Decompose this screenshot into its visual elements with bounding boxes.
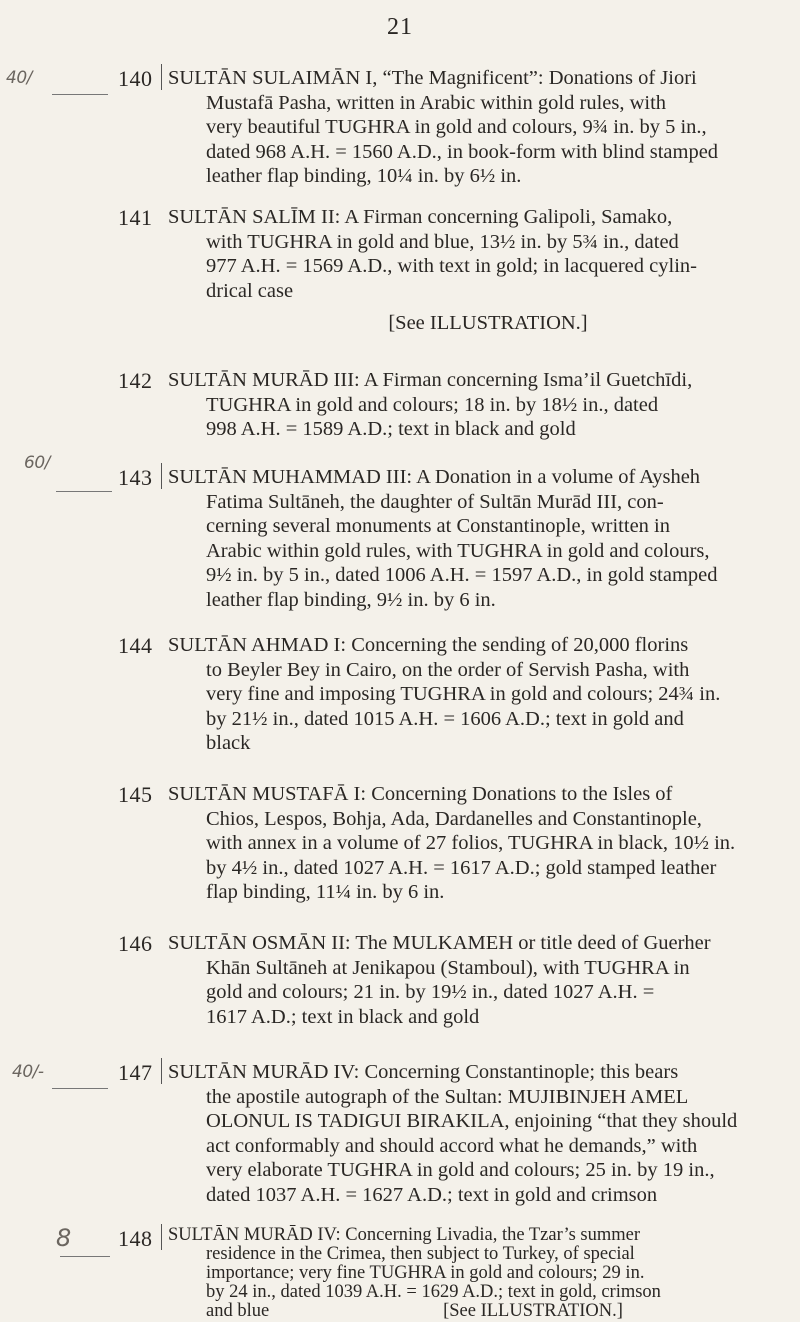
entry-text bbox=[168, 465, 778, 612]
margin-rule bbox=[161, 463, 162, 489]
margin-bracket bbox=[52, 1088, 108, 1089]
pencil-price-note: 8 bbox=[56, 1224, 71, 1252]
lot-number: 145 bbox=[118, 782, 153, 807]
margin-bracket bbox=[52, 94, 108, 95]
entry-text bbox=[168, 782, 778, 905]
entry-line: SULTĀN SALĪM II: A Firman concerning Galipoli, Samako, bbox=[168, 206, 673, 228]
lot-number: 144 bbox=[118, 633, 153, 658]
entry-line: importance; very fine TUGHRA in gold and colours; 29 in. bbox=[206, 1263, 645, 1283]
entry-line: dated 1037 A.H. = 1627 A.D.; text in gold and crimson bbox=[206, 1183, 658, 1206]
entry-line: and blue bbox=[206, 1301, 270, 1321]
entry-line: to Beyler Bey in Cairo, on the order of Servish Pasha, with bbox=[206, 658, 690, 681]
entry-line: SULTĀN AHMAD I: Concerning the sending of 20,000 florins bbox=[168, 634, 689, 656]
entry-line: black bbox=[206, 732, 251, 754]
lot-number: 148 bbox=[118, 1226, 153, 1251]
entry-line: 9½ in. by 5 in., dated 1006 A.H. = 1597 A.D., in gold stamped bbox=[206, 564, 718, 586]
entry-line: very fine and imposing TUGHRA in gold and colours; 24¾ in. bbox=[206, 683, 721, 705]
entry-text bbox=[168, 368, 778, 442]
entry-line: 998 A.H. = 1589 A.D.; text in black and gold bbox=[206, 418, 576, 440]
entry-line: very beautiful TUGHRA in gold and colours, 9¾ in. by 5 in., bbox=[206, 116, 707, 138]
entry-line: dated 968 A.H. = 1560 A.D., in book-form with blind stamped bbox=[206, 140, 719, 163]
entry-text bbox=[168, 931, 778, 1029]
entry-line: by 21½ in., dated 1015 A.H. = 1606 A.D.; text in gold and bbox=[206, 707, 684, 730]
entry-line: 1617 A.D.; text in black and gold bbox=[206, 1005, 480, 1028]
entry-line: SULTĀN OSMĀN II: The MULKAMEH or title deed of Guerher bbox=[168, 932, 711, 954]
entry-line: very elaborate TUGHRA in gold and colours; 25 in. by 19 in., bbox=[206, 1159, 715, 1181]
margin-rule bbox=[161, 1058, 162, 1084]
entry-line: Arabic within gold rules, with TUGHRA in gold and colours, bbox=[206, 539, 710, 562]
entry-line: SULTĀN MURĀD III: A Firman concerning Isma’il Guetchīdi, bbox=[168, 369, 693, 391]
margin-rule bbox=[161, 64, 162, 90]
entry-line: Fatima Sultāneh, the daughter of Sultān Murād III, con- bbox=[206, 490, 664, 513]
page-number: 21 bbox=[387, 14, 413, 40]
entry-line: leather flap binding, 10¼ in. by 6½ in. bbox=[206, 165, 522, 187]
entry-line: residence in the Crimea, then subject to Turkey, of special bbox=[206, 1244, 635, 1264]
lot-number: 141 bbox=[118, 205, 153, 230]
entry-line: SULTĀN MUSTAFĀ I: Concerning Donations to the Isles of bbox=[168, 783, 673, 805]
entry-line: act conformably and should accord what he demands,” with bbox=[206, 1134, 698, 1157]
entry-line: OLONUL IS TADIGUI BIRAKILA, enjoining “that they should bbox=[206, 1110, 738, 1132]
entry-line: with annex in a volume of 27 folios, TUGHRA in black, 10½ in. bbox=[206, 832, 736, 854]
margin-rule bbox=[161, 1224, 162, 1250]
lot-number: 146 bbox=[118, 931, 153, 956]
entry-text bbox=[168, 66, 778, 189]
entry-text bbox=[168, 1226, 778, 1321]
entry-line: leather flap binding, 9½ in. by 6 in. bbox=[206, 588, 496, 611]
entry-line: by 24 in., dated 1039 A.H. = 1629 A.D.; text in gold, crimson bbox=[206, 1282, 661, 1302]
entry-text bbox=[168, 633, 778, 756]
entry-line: Chios, Lespos, Bohja, Ada, Dardanelles and Constantinople, bbox=[206, 807, 702, 830]
illustration-reference: [See ILLUSTRATION.] bbox=[388, 312, 588, 334]
margin-bracket bbox=[60, 1256, 110, 1257]
lot-number: 143 bbox=[118, 465, 153, 490]
entry-line: cerning several monuments at Constantinople, written in bbox=[206, 515, 670, 537]
entry-line: flap binding, 11¼ in. by 6 in. bbox=[206, 881, 445, 903]
lot-number: 147 bbox=[118, 1060, 153, 1085]
entry-text bbox=[168, 205, 778, 336]
entry-line: gold and colours; 21 in. by 19½ in., dated 1027 A.H. = bbox=[206, 981, 655, 1003]
entry-line: drical case bbox=[206, 279, 294, 302]
lot-number: 140 bbox=[118, 66, 153, 91]
entry-line: the apostile autograph of the Sultan: MUJIBINJEH AMEL bbox=[206, 1085, 689, 1108]
margin-bracket bbox=[56, 491, 112, 492]
entry-text bbox=[168, 1060, 778, 1207]
entry-line: TUGHRA in gold and colours; 18 in. by 18½ in., dated bbox=[206, 393, 659, 416]
entry-line: 977 A.H. = 1569 A.D., with text in gold; in lacquered cylin- bbox=[206, 255, 697, 277]
entry-line: SULTĀN MUHAMMAD III: A Donation in a volume of Aysheh bbox=[168, 466, 701, 488]
lot-number: 142 bbox=[118, 368, 153, 393]
entry-line: Mustafā Pasha, written in Arabic within gold rules, with bbox=[206, 91, 667, 114]
entry-line: SULTĀN MURĀD IV: Concerning Constantinople; this bears bbox=[168, 1061, 679, 1083]
entry-line: SULTĀN MURĀD IV: Concerning Livadia, the Tzar’s summer bbox=[168, 1225, 641, 1245]
pencil-price-note: 40/ bbox=[6, 68, 32, 88]
entry-line: Khān Sultāneh at Jenikapou (Stamboul), with TUGHRA in bbox=[206, 956, 690, 979]
entry-line: by 4½ in., dated 1027 A.H. = 1617 A.D.; gold stamped leather bbox=[206, 856, 717, 879]
entry-line: with TUGHRA in gold and blue, 13½ in. by 5¾ in., dated bbox=[206, 230, 679, 253]
entry-line: SULTĀN SULAIMĀN I, “The Magnificent”: Donations of Jiori bbox=[168, 67, 697, 89]
pencil-price-note: 40/- bbox=[12, 1062, 44, 1082]
illustration-reference: [See ILLUSTRATION.] bbox=[443, 1301, 623, 1321]
pencil-price-note: 60/ bbox=[24, 453, 50, 473]
